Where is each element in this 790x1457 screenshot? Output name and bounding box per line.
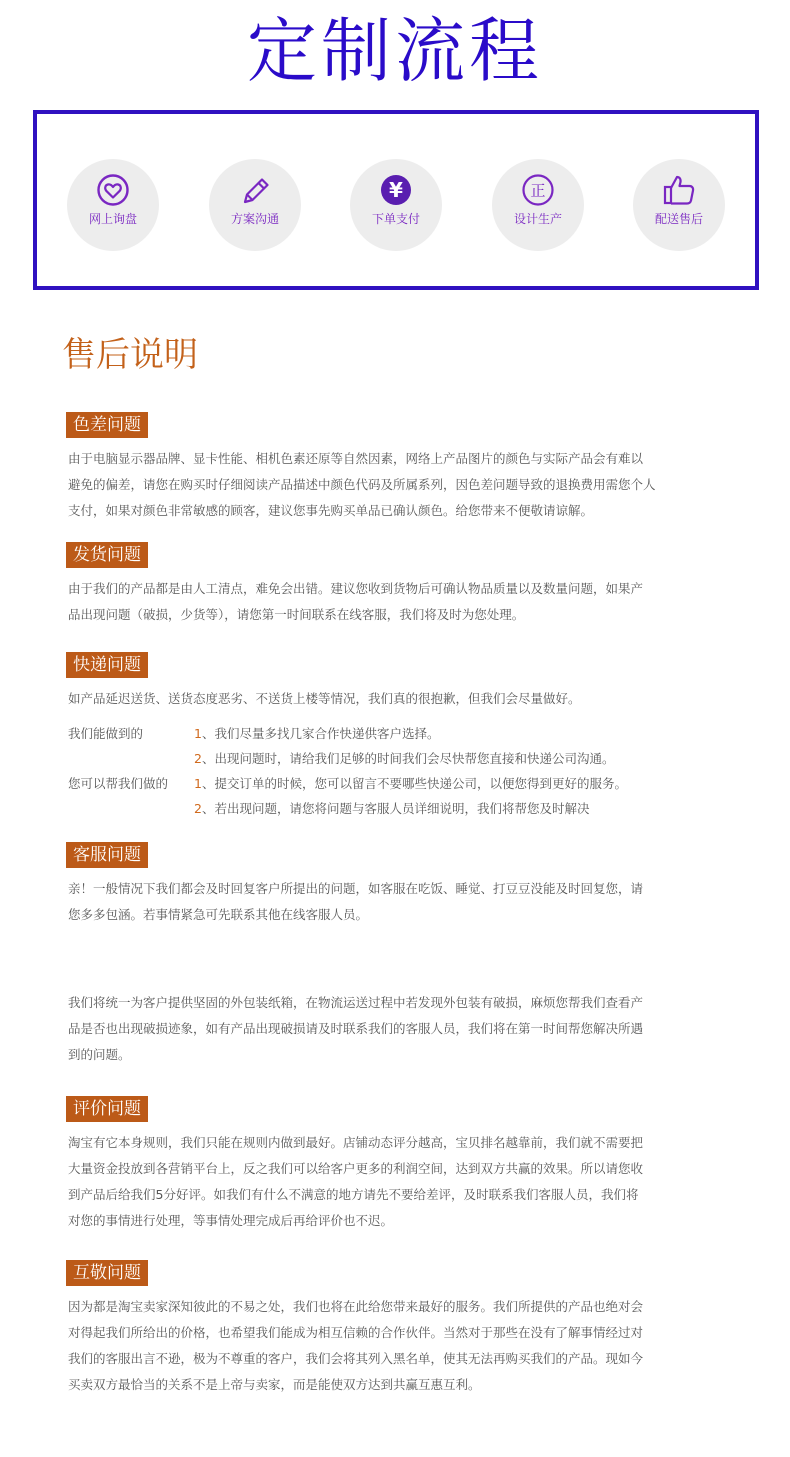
thumbs-up-icon — [661, 173, 697, 207]
text-line: 对您的事情进行处理，等事情处理完成后再给评价也不迟。 — [68, 1213, 394, 1228]
text-line: 到的问题。 — [68, 1047, 131, 1062]
text-line: 买卖双方最恰当的关系不是上帝与卖家，而是能使双方达到共赢互惠互利。 — [68, 1377, 481, 1392]
step-delivery-aftersales — [633, 159, 725, 251]
express-we-item — [194, 722, 439, 746]
express-we-item — [194, 747, 614, 771]
express-we-label: 我们能做到的 — [68, 726, 144, 741]
text-line: 支付，如果对颜色非常敏感的顾客，建议您事先购买单品已确认颜色。给您带来不便敬请谅解。 — [68, 503, 594, 518]
zheng-icon — [521, 173, 555, 207]
text-line: 我们将统一为客户提供坚固的外包装纸箱，在物流运送过程中若发现外包装有破损，麻烦您帮我们查看产 — [68, 995, 644, 1010]
text-line: 我们的客服出言不逊，极为不尊重的客户，我们会将其列入黑名单，使其无法再购买我们的产品。现如今 — [68, 1351, 644, 1366]
step-online-inquiry — [67, 159, 159, 251]
item-number: 1 — [194, 776, 202, 791]
item-number: 1 — [194, 726, 202, 741]
step-plan-communication — [209, 159, 301, 251]
color-diff-text — [68, 446, 738, 524]
express-you-item — [194, 797, 589, 821]
text-line: 淘宝有它本身规则，我们只能在规则内做到最好。店铺动态评分越高，宝贝排名越靠前，我们就不需要把 — [68, 1135, 644, 1150]
text-line: 您多多包涵。若事情紧急可先联系其他在线客服人员。 — [68, 907, 369, 922]
service-badge: 客服问题 — [66, 842, 148, 868]
step-label: 设计生产 — [513, 212, 562, 226]
step-label: 下单支付 — [371, 212, 420, 226]
item-number: 2 — [194, 801, 202, 816]
item-text: 、我们尽量多找几家合作快递供客户选择。 — [201, 726, 440, 741]
item-number: 2 — [194, 751, 202, 766]
text-line: 亲！一般情况下我们都会及时回复客户所提出的问题，如客服在吃饭、睡觉、打豆豆没能及时回复您，请 — [68, 881, 644, 896]
packaging-text — [68, 990, 738, 1068]
text-line: 由于电脑显示器品牌、显卡性能、相机色素还原等自然因素，网络上产品图片的颜色与实际产品会有难以 — [68, 451, 644, 466]
text-line: 到产品后给我们5分好评。如我们有什么不满意的地方请先不要给差评，及时联系我们客服人员，我们将 — [68, 1187, 639, 1202]
text-line: 对得起我们所给出的价格，也希望我们能成为相互信赖的合作伙伴。当然对于那些在没有了解事情经过对 — [68, 1325, 644, 1340]
yen-icon — [379, 173, 413, 207]
step-design-production — [492, 159, 584, 251]
express-badge: 快递问题 — [66, 652, 148, 678]
item-text: 、提交订单的时候，您可以留言不要哪些快递公司，以便您得到更好的服务。 — [201, 776, 627, 791]
express-you-item — [194, 772, 627, 796]
step-label: 配送售后 — [654, 212, 703, 226]
review-text — [68, 1130, 738, 1234]
express-you-label: 您可以帮我们做的 — [68, 776, 169, 791]
pencil-icon — [238, 173, 272, 207]
step-label: 网上询盘 — [88, 212, 137, 226]
item-text: 、若出现问题，请您将问题与客服人员详细说明，我们将帮您及时解决 — [201, 801, 590, 816]
step-order-payment — [350, 159, 442, 251]
after-sales-title: 售后说明 — [62, 335, 198, 375]
shipping-badge: 发货问题 — [66, 542, 148, 568]
text-line: 因为都是淘宝卖家深知彼此的不易之处，我们也将在此给您带来最好的服务。我们所提供的产品也绝对会 — [68, 1299, 644, 1314]
text-line: 由于我们的产品都是由人工清点，难免会出错。建议您收到货物后可确认物品质量以及数量问题，如果产 — [68, 581, 644, 596]
respect-text — [68, 1294, 738, 1398]
text-line: 避免的偏差，请您在购买时仔细阅读产品描述中颜色代码及所属系列，因色差问题导致的退换费用需您个人 — [68, 477, 656, 492]
text-line: 品是否也出现破损迹象，如有产品出现破损请及时联系我们的客服人员，我们将在第一时间帮您解决所遇 — [68, 1021, 644, 1036]
text-line: 品出现问题（破损，少货等），请您第一时间联系在线客服，我们将及时为您处理。 — [68, 607, 525, 622]
review-badge: 评价问题 — [66, 1096, 148, 1122]
shipping-text — [68, 576, 738, 628]
step-label: 方案沟通 — [230, 212, 279, 226]
text-line: 大量资金投放到各营销平台上，反之我们可以给客户更多的利润空间，达到双方共赢的效果。所以请您收 — [68, 1161, 644, 1176]
page-title: 定制流程 — [247, 10, 543, 92]
respect-badge: 互敬问题 — [66, 1260, 148, 1286]
customization-process — [33, 110, 759, 290]
heart-icon — [96, 173, 130, 207]
express-intro: 如产品延迟送货、送货态度恶劣、不送货上楼等情况，我们真的很抱歉，但我们会尽量做好。 — [68, 691, 581, 706]
service-text — [68, 876, 738, 928]
item-text: 、出现问题时，请给我们足够的时间我们会尽快帮您直接和快递公司沟通。 — [201, 751, 615, 766]
color-diff-badge: 色差问题 — [66, 412, 148, 438]
yen-glyph: ¥ — [389, 178, 403, 202]
zheng-glyph: 正 — [530, 181, 546, 200]
